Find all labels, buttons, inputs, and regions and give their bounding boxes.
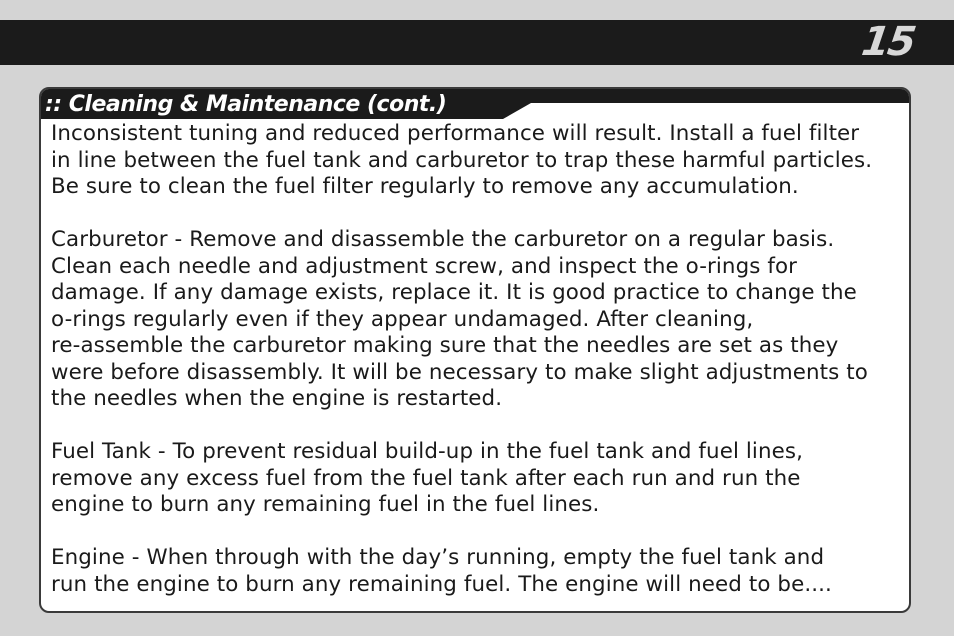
top-header-band bbox=[0, 20, 954, 65]
text-line: were before disassembly. It will be necessary to make slight adjustments to bbox=[51, 359, 868, 385]
paragraph-engine bbox=[51, 545, 911, 598]
content-panel bbox=[39, 87, 911, 613]
paragraph-fuel-filter bbox=[51, 121, 911, 201]
text-line: Clean each needle and adjustment screw, and inspect the o-rings for bbox=[51, 253, 798, 279]
text-line: run the engine to burn any remaining fuel. The engine will need to be.... bbox=[51, 571, 832, 597]
text-line: o-rings regularly even if they appear undamaged. After cleaning, bbox=[51, 306, 754, 332]
text-line: re-assemble the carburetor making sure that the needles are set as they bbox=[51, 333, 839, 358]
text-line: Fuel Tank - To prevent residual build-up in the fuel tank and fuel lines, bbox=[51, 439, 803, 464]
text-line: Engine - When through with the day’s running, empty the fuel tank and bbox=[51, 545, 825, 570]
text-line: the needles when the engine is restarted. bbox=[51, 386, 503, 411]
body-text bbox=[51, 121, 911, 598]
text-line: Be sure to clean the fuel filter regularly to remove any accumulation. bbox=[51, 174, 799, 199]
section-title: :: Cleaning & Maintenance (cont.) bbox=[45, 92, 447, 117]
page-number: 15 bbox=[859, 19, 918, 65]
paragraph-fuel-tank bbox=[51, 439, 911, 519]
text-line: damage. If any damage exists, replace it. It is good practice to change the bbox=[51, 280, 857, 305]
text-line: in line between the fuel tank and carburetor to trap these harmful particles. bbox=[51, 147, 873, 173]
text-line: Carburetor - Remove and disassemble the carburetor on a regular basis. bbox=[51, 227, 835, 252]
paragraph-carburetor bbox=[51, 227, 911, 413]
text-line: remove any excess fuel from the fuel tank after each run and run the bbox=[51, 465, 801, 491]
text-line: Inconsistent tuning and reduced performance will result. Install a fuel filter bbox=[51, 121, 860, 146]
text-line: engine to burn any remaining fuel in the fuel lines. bbox=[51, 492, 600, 517]
